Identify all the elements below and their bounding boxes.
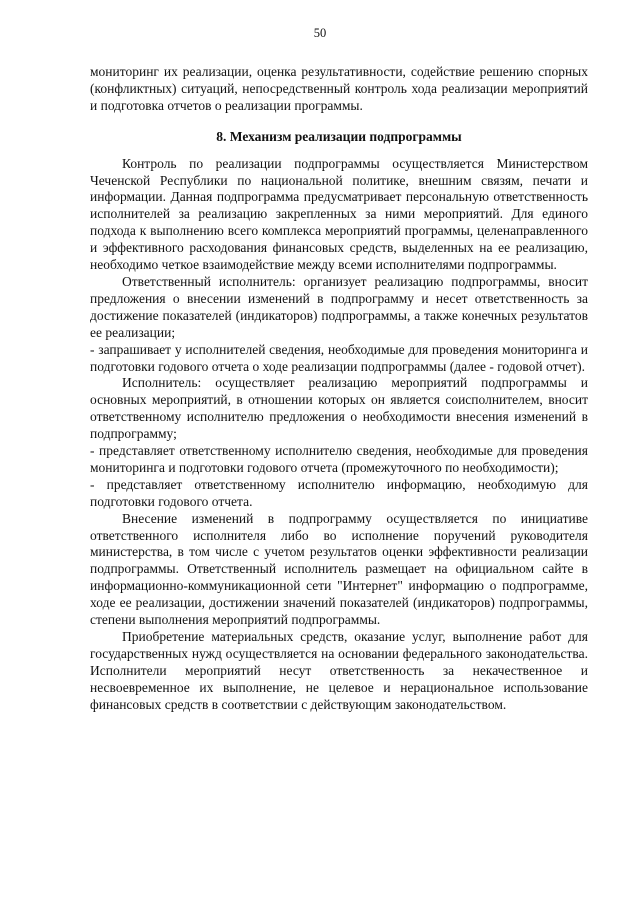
intro-paragraph: мониторинг их реализации, оценка результативности, содействие решению спорных (конфликтных) ситуаций, непосредственный контроль хода реализации мероприятий и подготовка отчетов о реализации программы. (90, 64, 588, 113)
document-body (90, 64, 588, 714)
paragraph-control: Контроль по реализации подпрограммы осуществляется Министерством Чеченской Республики по национальной политике, внешним связям, печати и информации. Данная подпрограмма предусматривает персональную ответственность исполнителей за реализацию закрепленных за ними мероприятий. Для единого подхода к выполнению всего комплекса мероприятий программы, целенаправленного и эффективного расходования финансовых средств, выделенных на ее реализацию, необходимо четкое взаимодействие между всеми исполнителями подпрограммы. (90, 155, 588, 273)
paragraph-executor: Исполнитель: осуществляет реализацию мероприятий подпрограммы и основных мероприятий, в отношении которых он является соисполнителем, вносит ответственному исполнителю предложения о необходимости внесения изменений в подпрограмму; (90, 375, 588, 442)
paragraph-changes: Внесение изменений в подпрограмму осуществляется по инициативе ответственного исполнителя либо во исполнение поручений руководителя министерства, в том числе с учетом результатов оценки эффективности реализации подпрограммы. Ответственный исполнитель размещает на официальном сайте в информационно-коммуникационной сети "Интернет" информацию о подпрограмме, ходе ее реализации, достижении значений показателей (индикаторов) подпрограммы, степени выполнения мероприятий подпрограммы. (90, 510, 588, 628)
paragraph-requests-info: - запрашивает у исполнителей сведения, необходимые для проведения мониторинга и подготовки годового отчета о ходе реализации подпрограммы (далее - годовой отчет). (90, 341, 588, 374)
paragraph-provides-info: - представляет ответственному исполнителю сведения, необходимые для проведения мониторинга и подготовки годового отчета (промежуточного по необходимости); (90, 443, 588, 475)
section-heading: 8. Механизм реализации подпрограммы (216, 128, 462, 144)
paragraph-responsible-executor: Ответственный исполнитель: организует реализацию подпрограммы, вносит предложения о внесении изменений в подпрограмму и несет ответственность за достижение показателей (индикаторов) подпрограммы, а также конечных результатов ее реализации; (90, 273, 588, 340)
paragraph-provides-report-info: - представляет ответственному исполнителю информацию, необходимую для подготовки годового отчета. (90, 476, 588, 509)
page-number: 50 (313, 26, 327, 40)
paragraph-procurement: Приобретение материальных средств, оказание услуг, выполнение работ для государственных нужд осуществляется на основании федерального законодательства. Исполнители мероприятий несут ответственность за некачественное и несвоевременное их выполнение, не целевое и нерациональное использование финансовых средств в соответствии с действующим законодательством. (90, 629, 588, 712)
